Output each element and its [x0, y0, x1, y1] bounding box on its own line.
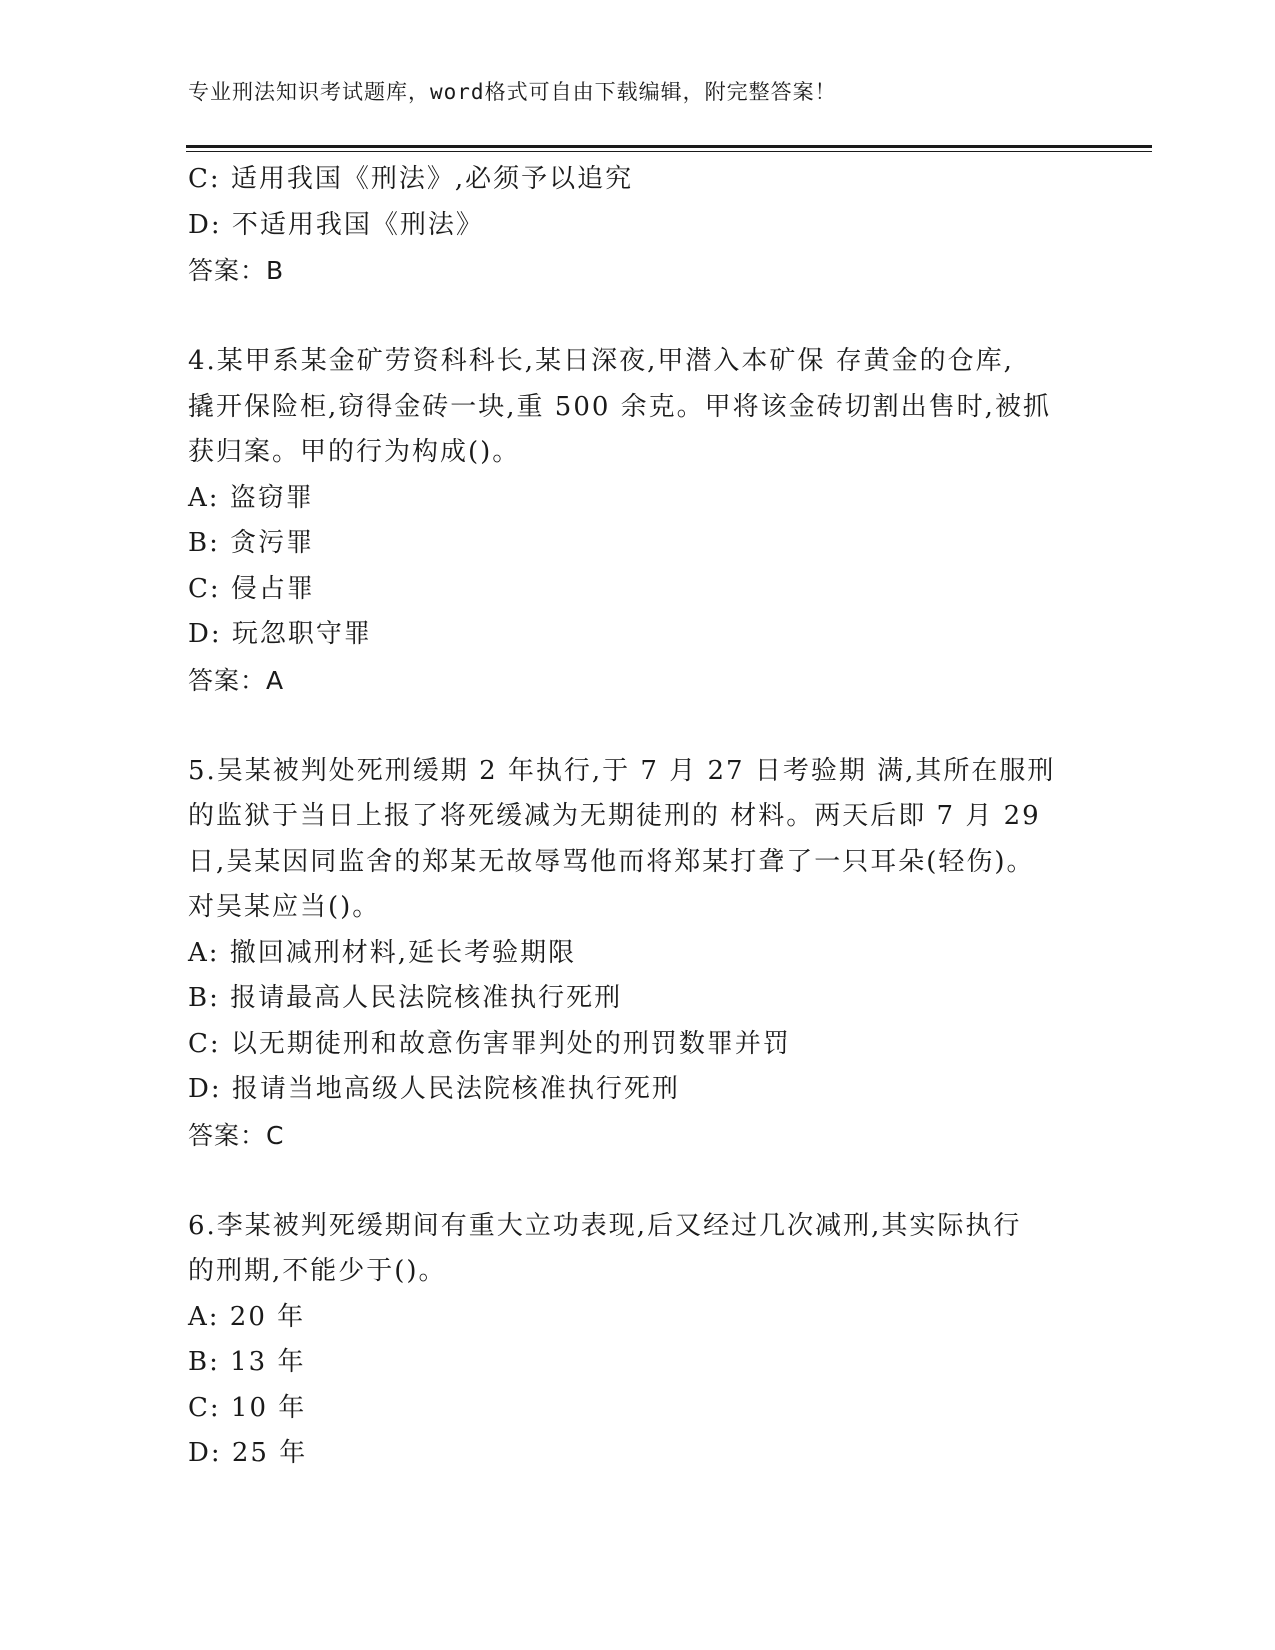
- option-a: A: 盗窃罪: [188, 482, 314, 513]
- spacer: [188, 294, 1088, 340]
- question-text-line: 6.李某被判死缓期间有重大立功表现,后又经过几次减刑,其实际执行: [188, 1210, 1022, 1241]
- question-3-tail: [188, 157, 1088, 294]
- question-list: [188, 157, 1088, 1477]
- question-text-line: 的监狱于当日上报了将死缓减为无期徒刑的 材料。两天后即 7 月 29: [188, 801, 1041, 831]
- option-a: A: 20 年: [188, 1301, 306, 1332]
- question-6: [188, 1204, 1088, 1477]
- header-rule-thick: [186, 145, 1152, 148]
- question-5: [188, 749, 1088, 1159]
- page-header: 专业刑法知识考试题库，word格式可自由下载编辑，附完整答案！: [188, 80, 837, 104]
- answer-line: 答案：C: [188, 1120, 285, 1150]
- spacer: [188, 703, 1088, 749]
- question-text-line: 撬开保险柜,窃得金砖一块,重 500 余克。甲将该金砖切割出售时,被抓: [188, 391, 1051, 422]
- option-d: D: 25 年: [188, 1438, 308, 1468]
- option-c: C: 侵占罪: [188, 573, 315, 604]
- answer-line: 答案：A: [188, 665, 285, 695]
- option-b: B: 贪污罪: [188, 528, 315, 558]
- question-text-line: 获归案。甲的行为构成()。: [188, 437, 521, 467]
- answer-line: 答案：B: [188, 256, 285, 285]
- question-4: [188, 339, 1088, 703]
- option-b: B: 13 年: [188, 1347, 306, 1377]
- option-c: C: 适用我国《刑法》,必须予以追究: [188, 164, 634, 194]
- option-b: B: 报请最高人民法院核准执行死刑: [188, 983, 623, 1013]
- question-text-line: 日,吴某因同监舍的郑某无故辱骂他而将郑某打聋了一只耳朵(轻伤)。: [188, 846, 1035, 877]
- question-text-line: 对吴某应当()。: [188, 892, 381, 922]
- option-d: D: 报请当地高级人民法院核准执行死刑: [188, 1074, 680, 1104]
- question-text-line: 5.吴某被判处死刑缓期 2 年执行,于 7 月 27 日考验期 满,其所在服刑: [188, 755, 1056, 786]
- spacer: [188, 1158, 1088, 1204]
- option-c: C: 10 年: [188, 1392, 307, 1423]
- question-text-line: 4.某甲系某金矿劳资科科长,某日深夜,甲潜入本矿保 存黄金的仓库,: [188, 346, 1014, 376]
- question-text-line: 的刑期,不能少于()。: [188, 1256, 447, 1286]
- option-d: D: 不适用我国《刑法》: [188, 209, 484, 240]
- header-rule-thin: [186, 151, 1152, 152]
- option-d: D: 玩忽职守罪: [188, 619, 372, 649]
- option-a: A: 撤回减刑材料,延长考验期限: [188, 937, 577, 968]
- option-c: C: 以无期徒刑和故意伤害罪判处的刑罚数罪并罚: [188, 1028, 791, 1059]
